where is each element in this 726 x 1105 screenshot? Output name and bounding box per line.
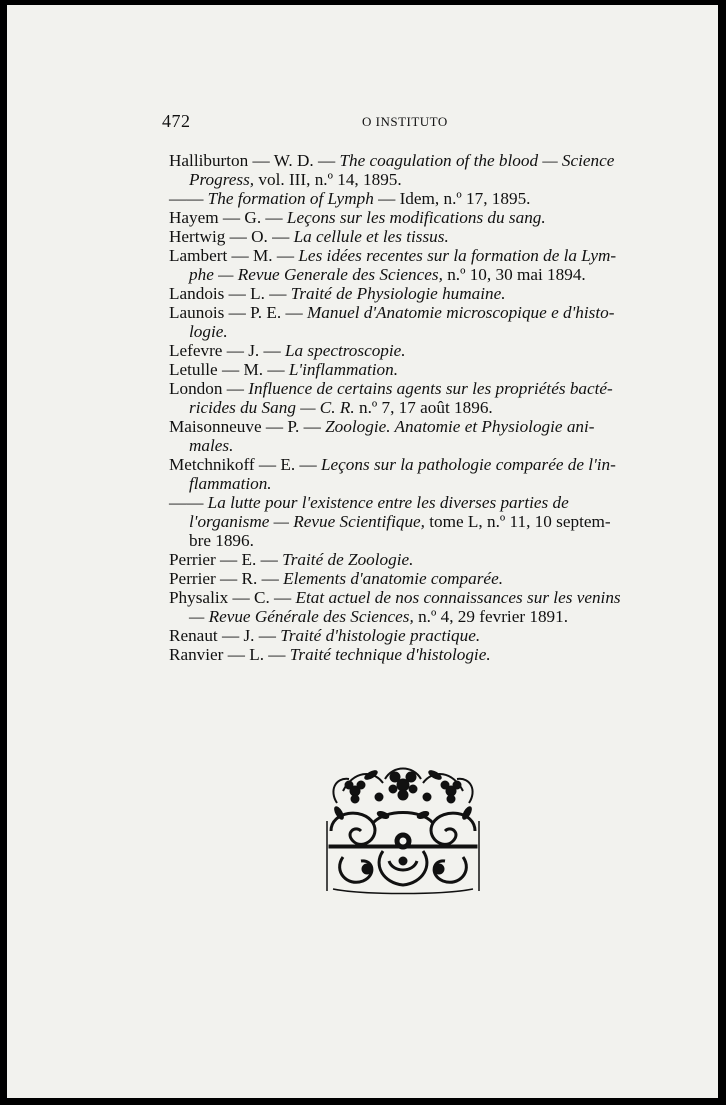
entry-text: Perrier — E. — [169,550,283,569]
entry-title-text: Traité d'histologie practique. [280,626,481,645]
entry-title-text: L'inflammation. [288,360,399,379]
entry-text: n.º 7, 17 août 1896. [354,398,493,417]
bibliography-entry [169,493,617,550]
entry-title-text: males. [189,436,234,455]
bibliography-entry [169,227,617,246]
bibliography-entry [169,208,617,227]
entry-title-text: flammation. [189,474,272,493]
entry-title-text: Zoologie. Anatomie et Physiologie ani- [325,417,595,436]
entry-line [169,151,617,170]
entry-text: Metchnikoff — E. — [169,455,321,474]
bibliography-list [169,151,621,664]
entry-text: Launois — P. E. — [169,303,307,322]
entry-line [169,322,617,341]
entry-line [169,531,617,550]
entry-text: Hertwig — O. — [169,227,294,246]
entry-title-text: — Revue Générale des Sciences, [189,607,414,626]
entry-line [169,189,617,208]
entry-title-text: La cellule et les tissus. [293,227,449,246]
bibliography-entry [169,189,617,208]
bibliography-entry [169,379,617,417]
entry-text: Lefevre — J. — [169,341,285,360]
entry-text: Letulle — M. — [169,360,289,379]
entry-title-text: Progress, [189,170,255,189]
entry-title-text: Elements d'anatomie comparée. [283,569,503,588]
entry-title-text: Traité technique d'histologie. [289,645,491,664]
entry-line [169,265,617,284]
entry-title-text: Traité de Physiologie humaine. [290,284,506,303]
entry-line [169,379,617,398]
entry-title-text: The formation of Lymph [207,189,374,208]
entry-line [169,246,617,265]
bibliography-entry [169,455,617,493]
bibliography-entry [169,341,617,360]
entry-line [169,550,617,569]
entry-text: Lambert — M. — [169,246,299,265]
page [7,5,718,1098]
entry-line [169,360,617,379]
entry-line [169,455,617,474]
entry-text: Halliburton — W. D. — [169,151,340,170]
entry-line [169,569,617,588]
entry-title-text: l'organisme — Revue Scientifique, [189,512,425,531]
entry-title-text: Traité de Zoologie. [282,550,414,569]
bibliography-entry [169,645,617,664]
entry-text: vol. III, n.º 14, 1895. [254,170,402,189]
entry-line [169,626,617,645]
bibliography-entry [169,569,617,588]
bibliography-entry [169,588,621,626]
entry-text: Maisonneuve — P. — [169,417,326,436]
entry-line [169,284,617,303]
entry-text: Physalix — C. — [169,588,296,607]
entry-line [169,588,621,607]
entry-line [169,436,617,455]
entry-line [169,417,617,436]
entry-line [169,607,617,626]
entry-line [169,398,617,417]
entry-line [169,303,617,322]
entry-line [169,170,617,189]
bibliography-entry [169,417,617,455]
entry-text: — Idem, n.º 17, 1895. [373,189,531,208]
running-title: O INSTITUTO [362,114,448,129]
entry-text: London — [169,379,249,398]
bibliography-entry [169,550,617,569]
entry-title-text: La spectroscopie. [284,341,406,360]
entry-text: n.º 10, 30 mai 1894. [442,265,586,284]
entry-title-text: Leçons sur les modifications du sang. [286,208,546,227]
running-header [162,111,582,135]
entry-text: n.º 4, 29 fevrier 1891. [413,607,569,626]
entry-title-text: logie. [189,322,228,341]
entry-text: Hayem — G. — [169,208,287,227]
entry-line [169,645,617,664]
bibliography-entry [169,246,617,284]
entry-text: —— [169,493,208,512]
entry-text: Perrier — R. — [169,569,284,588]
entry-line [169,341,617,360]
entry-title-text: ricides du Sang — C. R. [189,398,355,417]
entry-line [169,493,617,512]
entry-text: —— [169,189,208,208]
entry-text: Landois — L. — [169,284,291,303]
entry-line [169,227,617,246]
entry-text: bre 1896. [189,531,254,550]
entry-title-text: Leçons sur la pathologie comparée de l'in- [320,455,616,474]
entry-line [169,208,617,227]
floral-tailpiece-icon [323,761,483,895]
entry-title-text: La lutte pour l'existence entre les diverses parties de [207,493,569,512]
entry-title-text: The coagulation of the blood — Science [339,151,615,170]
entry-text: tome L, n.º 11, 10 septem- [424,512,611,531]
entry-line [169,512,617,531]
bibliography-entry [169,284,617,303]
bibliography-entry [169,303,617,341]
entry-text: Renaut — J. — [169,626,281,645]
entry-title-text: Etat actuel de nos connaissances sur les venins [295,588,621,607]
entry-title-text: Les idées recentes sur la formation de la Lym- [298,246,617,265]
page-number: 472 [162,111,191,131]
entry-title-text: phe — Revue Generale des Sciences, [189,265,443,284]
bibliography-entry [169,360,617,379]
entry-title-text: Influence de certains agents sur les propriétés bacté- [248,379,613,398]
bibliography-entry [169,151,617,189]
bibliography-entry [169,626,617,645]
entry-title-text: Manuel d'Anatomie microscopique e d'histo- [306,303,615,322]
entry-line [169,474,617,493]
entry-text: Ranvier — L. — [169,645,290,664]
